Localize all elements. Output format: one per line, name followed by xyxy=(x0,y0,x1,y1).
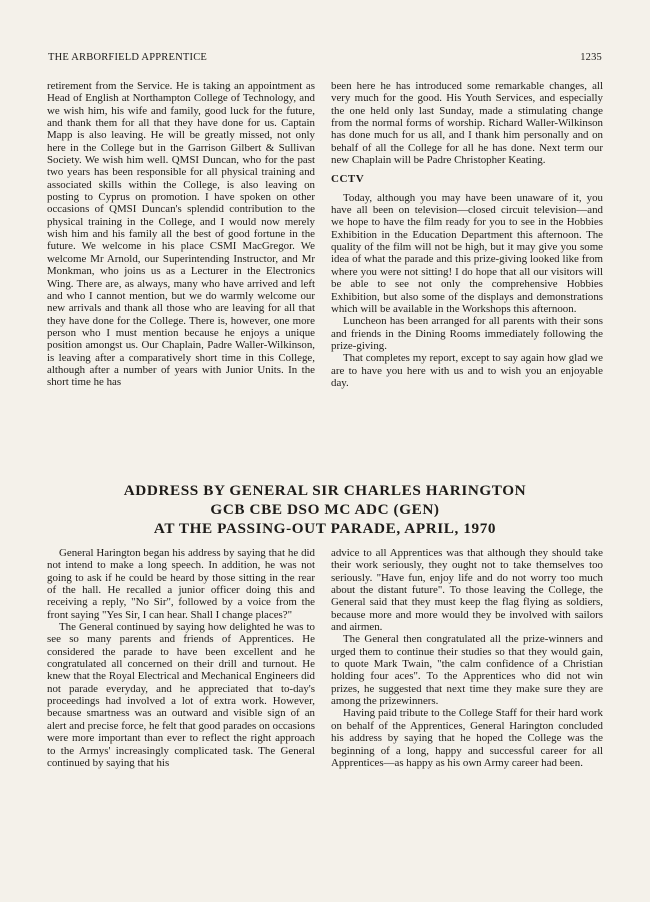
paragraph: Luncheon has been arranged for all parents with their sons and friends in the Dining Rooms immediately following the prize-giving. xyxy=(331,315,603,352)
running-header xyxy=(48,52,602,63)
paragraph: General Harington began his address by saying that he did not intend to make a long speech. In addition, he was not going to ask if he could be heard by those sitting in the rear of the hall. He recalled a junior officer doing this and receiving a reply, "No Sir", followed by a voice from the front saying "Yes Sir, I can hear. Shall I change places?" xyxy=(47,547,315,621)
page-number: 1235 xyxy=(580,52,602,63)
column-bottom-left xyxy=(47,547,315,769)
column-top-right xyxy=(331,80,603,389)
paragraph: The General continued by saying how delighted he was to see so many parents and friends of Apprentices. He considered the parade to have been excellent and he congratulated all concerned on their drill and turnout. He knew that the Royal Electrical and Mechanical Engineers did not parade everyday, and he appreciated that to-day's proceedings had involved a lot of extra work. However, because smartness was an outward and visible sign of an alert and precise force, he felt that good parades on occasions were more important than ever to reflect the right approach to the Armys' increasingly complicated task. The General continued by saying that his xyxy=(47,621,315,769)
title-line-1: ADDRESS BY GENERAL SIR CHARLES HARINGTON xyxy=(123,482,527,499)
paragraph: Today, although you may have been unaware of it, you have all been on television—closed circuit television—and we hope to have the film ready for you to see in the Hobbies Exhibition in the Education Department this afternoon. The quality of the film will not be high, but it may give you some idea of what the parade and this prize-giving looked like from where you were not sitting! I do hope that all our visitors will be able to see not only the comprehensive Hobbies Exhibition, but also some of the displays and demonstrations which will be available in the Workshops this afternoon. xyxy=(331,191,603,315)
column-top-left xyxy=(47,80,315,389)
journal-title: THE ARBORFIELD APPRENTICE xyxy=(48,52,208,63)
paragraph: been here he has introduced some remarkable changes, all very much for the good. His Youth Services, and especially the one held only last Sunday, made a stimulating change from the normal forms of worship. Richard Waller-Wilkinson has done much for us all, and I thank him personally and on behalf of all the College for all he has done. Next term our new Chaplain will be Padre Christopher Keating. xyxy=(331,80,603,167)
article-title xyxy=(40,481,610,538)
paragraph: Having paid tribute to the College Staff for their hard work on behalf of the Apprentices, General Harington concluded his address by saying that he hoped the College was the beginning of a long, happy and successful career for all Apprentices—as happy as his own Army career had been. xyxy=(331,707,603,769)
paragraph: That completes my report, except to say again how glad we are to have you here with us and to wish you an enjoyable day. xyxy=(331,352,603,389)
paragraph: advice to all Apprentices was that although they should take their work seriously, they ought not to take themselves too seriously. "Have fun, enjoy life and do not worry too much about the distant future". To those leaving the College, the General said that they must keep the flag flying as soldiers, because more and more would they be involved with sailors and airmen. xyxy=(331,547,603,634)
paragraph: retirement from the Service. He is taking an appointment as Head of English at Northampton College of Technology, and we wish him, his wife and family, good luck for the future, and thank them for all that they have done for us. Captain Mapp is also leaving. He will be greatly missed, not only here in the College but in the Garrison Gilbert & Sullivan Society. We wish him well. QMSI Duncan, who for the past two years has been responsible for all physical training and associated skills within the College, is also leaving on posting to Cyprus on promotion. I have spoken on other occasions of QMSI Duncan's splendid contribution to the physical training in the College, and I would now merely wish him and his family all the best of good fortune in the future. We welcome in his place CSMI MacGregor. We welcome Mr Arnold, our Superintending Instructor, and Mr Monkman, who joins us as a Lecturer in the Electronics Wing. There are, as always, many who have arrived and left and who I cannot mention, but we do warmly welcome our new arrivals and thank all those who are leaving for all that they have done for the College. There is, however, one more person who I must mention because he enjoys a unique position amongst us. Our Chaplain, Padre Waller-Wilkinson, is leaving after a comparatively short time in this College, although after a number of years with Junior Units. In the short time he has xyxy=(47,80,315,389)
paragraph: The General then congratulated all the prize-winners and urged them to continue their studies so that they would gain, to quote Mark Twain, "the calm confidence of a Christian holding four aces". To the Apprentices who did not win prizes, he suggested that next time they make sure they are among the prizewinners. xyxy=(331,633,603,708)
column-bottom-right xyxy=(331,547,603,769)
title-line-3: AT THE PASSING-OUT PARADE, APRIL, 1970 xyxy=(153,520,497,537)
section-heading-cctv: CCTV xyxy=(331,173,365,186)
title-line-2: GCB CBE DSO MC ADC (GEN) xyxy=(210,501,440,518)
